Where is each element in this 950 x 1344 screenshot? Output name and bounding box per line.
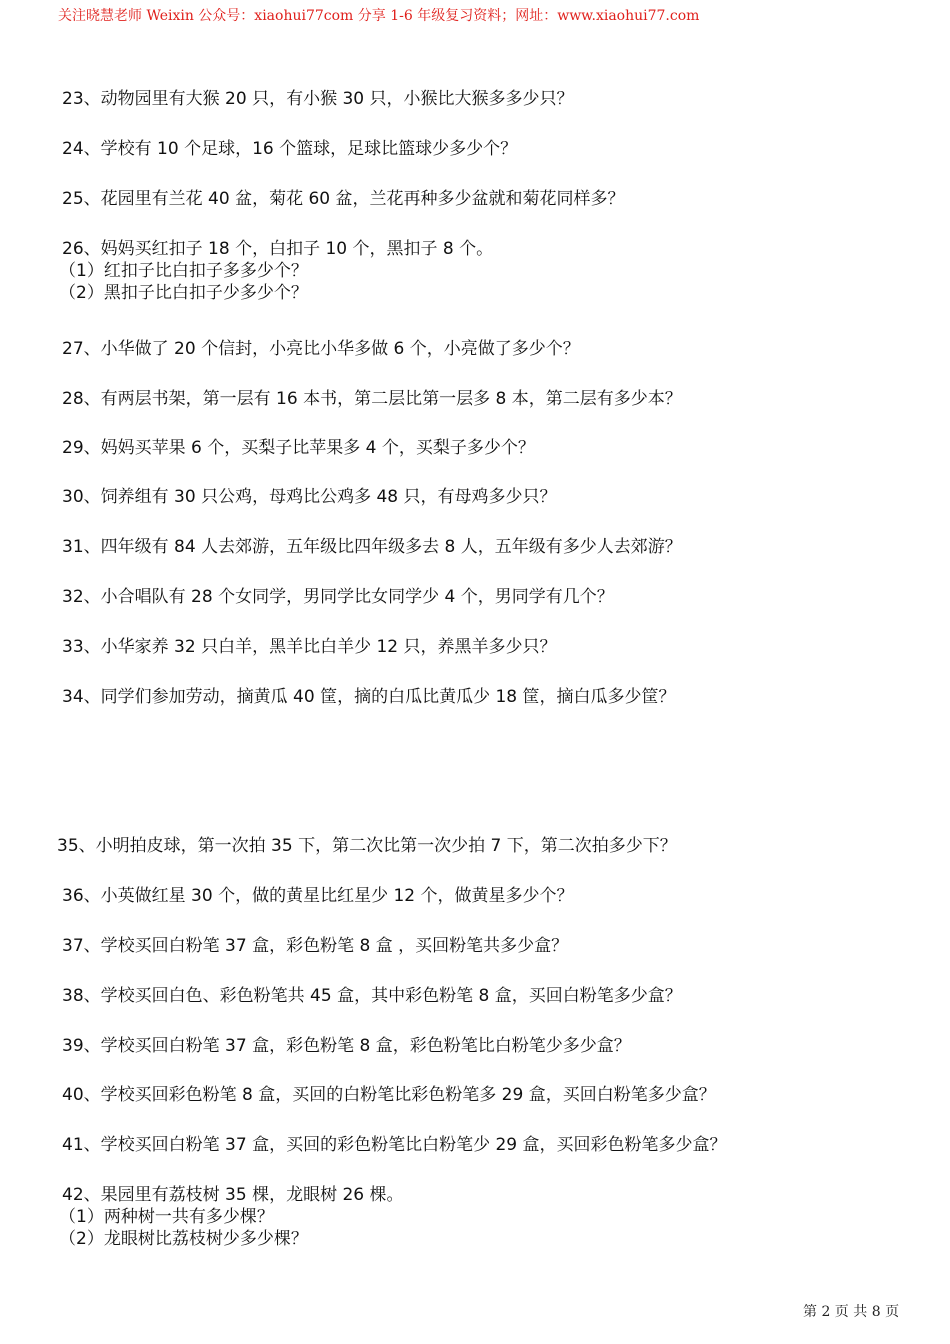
- question-text: 39、学校买回白粉笔 37 盒，彩色粉笔 8 盒，彩色粉笔比白粉笔少多少盒？: [62, 1036, 631, 1056]
- question-text: 31、四年级有 84 人去郊游，五年级比四年级多去 8 人，五年级有多少人去郊游？: [62, 537, 682, 557]
- question-text: 32、小合唱队有 28 个女同学，男同学比女同学少 4 个，男同学有几个？: [62, 587, 614, 607]
- question-text: 37、学校买回白粉笔 37 盒，彩色粉笔 8 盒 ，买回粉笔共多少盒？: [62, 936, 569, 956]
- question-item: [62, 1134, 727, 1156]
- sub-question-text: （1）两种树一共有多少棵？: [59, 1207, 274, 1227]
- question-text: 28、有两层书架，第一层有 16 本书，第二层比第一层多 8 本，第二层有多少本？: [62, 389, 682, 409]
- question-text: 38、学校买回白色、彩色粉笔共 45 盒，其中彩色粉笔 8 盒，买回白粉笔多少盒？: [62, 986, 682, 1006]
- question-item: [57, 835, 677, 857]
- question-text: 27、小华做了 20 个信封，小亮比小华多做 6 个，小亮做了多少个？: [62, 339, 580, 359]
- page-header: 关注晓慧老师 Weixin 公众号：xiaohui77com 分享 1-6 年级复习资料；网址：www.xiaohui77.com: [58, 8, 700, 24]
- question-item: [62, 935, 568, 957]
- question-text: 40、学校买回彩色粉笔 8 盒，买回的白粉笔比彩色粉笔多 29 盒，买回白粉笔多少盒？: [62, 1085, 716, 1105]
- question-item: [62, 437, 535, 459]
- question-item: [62, 188, 625, 210]
- question-text: 33、小华家养 32 只白羊，黑羊比白羊少 12 只，养黑羊多少只？: [62, 637, 557, 657]
- question-item: [62, 1084, 716, 1106]
- question-text: 34、同学们参加劳动，摘黄瓜 40 筐，摘的白瓜比黄瓜少 18 筐，摘白瓜多少筐？: [62, 687, 676, 707]
- question-text: 35、小明拍皮球，第一次拍 35 下，第二次比第一次少拍 7 下，第二次拍多少下？: [57, 836, 677, 856]
- sub-question-text: （2）龙眼树比荔枝树少多少棵？: [59, 1229, 308, 1249]
- question-text: 25、花园里有兰花 40 盆，菊花 60 盆，兰花再种多少盆就和菊花同样多？: [62, 189, 625, 209]
- sub-question-text: （2）黑扣子比白扣子少多少个？: [59, 283, 308, 303]
- page-footer: 第 2 页 共 8 页: [803, 1304, 900, 1320]
- question-item: [62, 388, 682, 410]
- question-item: [62, 536, 682, 558]
- question-item: [62, 486, 557, 508]
- question-text: 30、饲养组有 30 只公鸡，母鸡比公鸡多 48 只，有母鸡多少只？: [62, 487, 557, 507]
- question-item: [62, 636, 557, 658]
- question-item: [62, 586, 614, 608]
- question-text: 29、妈妈买苹果 6 个，买梨子比苹果多 4 个，买梨子多少个？: [62, 438, 535, 458]
- question-item: [62, 338, 580, 360]
- question-text: 41、学校买回白粉笔 37 盒，买回的彩色粉笔比白粉笔少 29 盒，买回彩色粉笔多少盒？: [62, 1135, 727, 1155]
- question-item: [62, 1035, 631, 1057]
- question-item: [62, 88, 574, 110]
- question-text: 36、小英做红星 30 个，做的黄星比红星少 12 个，做黄星多少个？: [62, 886, 574, 906]
- question-item: [59, 1184, 404, 1250]
- sub-question-text: （1）红扣子比白扣子多多少个？: [59, 261, 308, 281]
- question-text: 42、果园里有荔枝树 35 棵，龙眼树 26 棵。: [62, 1185, 404, 1205]
- question-text: 26、妈妈买红扣子 18 个，白扣子 10 个，黑扣子 8 个。: [62, 239, 494, 259]
- question-item: [62, 985, 682, 1007]
- question-text: 24、学校有 10 个足球，16 个篮球，足球比篮球少多少个？: [62, 139, 518, 159]
- question-item: [62, 138, 517, 160]
- question-text: 23、动物园里有大猴 20 只，有小猴 30 只，小猴比大猴多多少只？: [62, 89, 574, 109]
- question-item: [62, 885, 574, 907]
- question-item: [62, 686, 676, 708]
- question-item: [59, 238, 494, 304]
